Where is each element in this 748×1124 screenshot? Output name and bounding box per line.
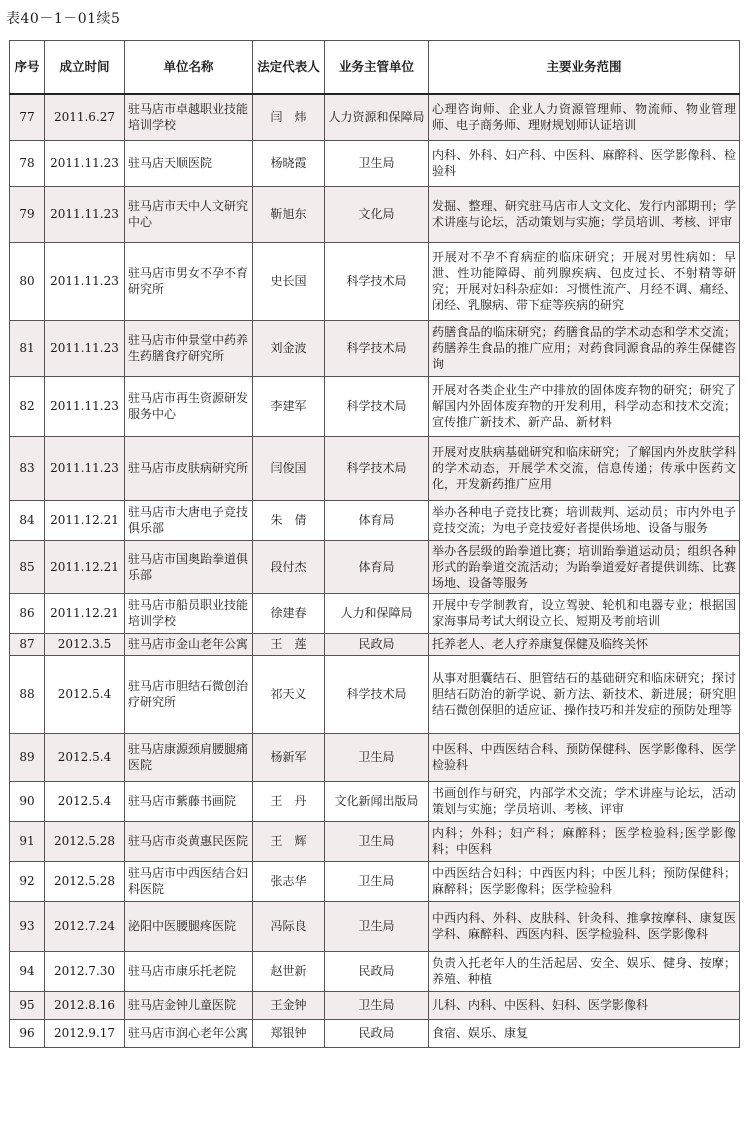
- cell-name: 驻马店市男女不孕不育研究所: [125, 242, 253, 320]
- header-no: 序号: [10, 41, 45, 95]
- table-row: [10, 1019, 740, 1047]
- table-row: [10, 140, 740, 186]
- cell-name: 泌阳中医腰腿疼医院: [125, 901, 253, 951]
- table-row: [10, 781, 740, 821]
- cell-dept: 卫生局: [325, 821, 429, 861]
- cell-no: 95: [10, 991, 45, 1019]
- cell-scope: 负责入托老年人的生活起居、安全、娱乐、健身、按摩；养殖、种植: [429, 951, 740, 991]
- cell-no: 79: [10, 186, 45, 242]
- cell-scope: 开展对不孕不育病症的临床研究；开展对男性病如：早泄、性功能障碍、前列腺疾病、包皮过长、不射精等研究；开展对妇科杂症如：习惯性流产、月经不调、痛经、闭经、乳腺病、带下症等疾病的研究: [429, 242, 740, 320]
- cell-no: 86: [10, 593, 45, 633]
- cell-scope: 举办各层级的跆拳道比赛；培训跆拳道运动员；组织各种形式的跆拳道交流活动；为跆拳道爱好者提供训练、比赛场地、设备等服务: [429, 540, 740, 593]
- cell-dept: 科学技术局: [325, 655, 429, 733]
- cell-scope: 儿科、内科、中医科、妇科、医学影像科: [429, 991, 740, 1019]
- cell-date: 2012.5.4: [45, 781, 125, 821]
- cell-scope: 发掘、整理、研究驻马店市人文文化、发行内部期刊；学术讲座与论坛，活动策划与实施；学员培训、考核、评审: [429, 186, 740, 242]
- cell-dept: 人力资源和保障局: [325, 94, 429, 140]
- cell-name: 驻马店市船员职业技能培训学校: [125, 593, 253, 633]
- cell-dept: 卫生局: [325, 733, 429, 781]
- cell-date: 2012.5.4: [45, 733, 125, 781]
- cell-scope: 中西内科、外科、皮肤科、针灸科、推拿按摩科、康复医学科、麻醉科、西医内科、医学检验科、医学影像科: [429, 901, 740, 951]
- cell-rep: 冯际良: [253, 901, 325, 951]
- cell-date: 2012.7.30: [45, 951, 125, 991]
- cell-rep: 朱 倩: [253, 500, 325, 540]
- cell-rep: 祁天义: [253, 655, 325, 733]
- table-row: [10, 94, 740, 140]
- table-row: [10, 436, 740, 500]
- cell-name: 驻马店康源颈肩腰腿痛医院: [125, 733, 253, 781]
- cell-no: 93: [10, 901, 45, 951]
- cell-name: 驻马店市胆结石微创治疗研究所: [125, 655, 253, 733]
- cell-no: 92: [10, 861, 45, 901]
- cell-rep: 王金钟: [253, 991, 325, 1019]
- cell-no: 80: [10, 242, 45, 320]
- cell-dept: 卫生局: [325, 901, 429, 951]
- header-date: 成立时间: [45, 41, 125, 95]
- registry-table: [9, 40, 740, 1048]
- cell-no: 91: [10, 821, 45, 861]
- cell-no: 78: [10, 140, 45, 186]
- table-row: [10, 991, 740, 1019]
- cell-date: 2011.11.23: [45, 376, 125, 436]
- cell-name: 驻马店市润心老年公寓: [125, 1019, 253, 1047]
- cell-rep: 赵世新: [253, 951, 325, 991]
- cell-rep: 刘金波: [253, 320, 325, 376]
- table-row: [10, 540, 740, 593]
- header-name: 单位名称: [125, 41, 253, 95]
- table-row: [10, 655, 740, 733]
- table-row: [10, 821, 740, 861]
- cell-name: 驻马店市紫藤书画院: [125, 781, 253, 821]
- cell-date: 2011.12.21: [45, 500, 125, 540]
- cell-scope: 心理咨询师、企业人力资源管理师、物流师、物业管理师、电子商务师、理财规划师认证培训: [429, 94, 740, 140]
- cell-date: 2011.11.23: [45, 140, 125, 186]
- cell-dept: 民政局: [325, 633, 429, 655]
- table-row: [10, 500, 740, 540]
- cell-date: 2011.11.23: [45, 242, 125, 320]
- cell-scope: 食宿、娱乐、康复: [429, 1019, 740, 1047]
- cell-scope: 开展对皮肤病基础研究和临床研究；了解国内外皮肤学科的学术动态，开展学术交流，信息传递；传承中医药文化，开发新药推广应用: [429, 436, 740, 500]
- cell-rep: 史长国: [253, 242, 325, 320]
- table-row: [10, 593, 740, 633]
- cell-dept: 人力和保障局: [325, 593, 429, 633]
- header-rep: 法定代表人: [253, 41, 325, 95]
- table-row: [10, 861, 740, 901]
- cell-dept: 卫生局: [325, 140, 429, 186]
- cell-date: 2012.5.28: [45, 821, 125, 861]
- cell-no: 82: [10, 376, 45, 436]
- cell-rep: 王 莲: [253, 633, 325, 655]
- cell-name: 驻马店市炎黄惠民医院: [125, 821, 253, 861]
- cell-date: 2012.3.5: [45, 633, 125, 655]
- cell-date: 2011.12.21: [45, 540, 125, 593]
- table-row: [10, 951, 740, 991]
- cell-scope: 开展中专学制教育，设立驾驶、轮机和电器专业；根据国家海事局考试大纲设立长、短期及考前培训: [429, 593, 740, 633]
- cell-rep: 闫 炜: [253, 94, 325, 140]
- cell-date: 2011.11.23: [45, 320, 125, 376]
- cell-no: 84: [10, 500, 45, 540]
- cell-dept: 科学技术局: [325, 242, 429, 320]
- table-row: [10, 633, 740, 655]
- cell-rep: 郑银钟: [253, 1019, 325, 1047]
- cell-no: 87: [10, 633, 45, 655]
- cell-scope: 药膳食品的临床研究；药膳食品的学术动态和学术交流；药膳养生食品的推广应用；对药食同源食品的养生保健咨询: [429, 320, 740, 376]
- cell-name: 驻马店市中西医结合妇科医院: [125, 861, 253, 901]
- table-row: [10, 320, 740, 376]
- cell-scope: 从事对胆囊结石、胆管结石的基础研究和临床研究；探讨胆结石防治的新学说、新方法、新技术、新进展；研究胆结石微创保胆的适应证、操作技巧和并发症的预防处理等: [429, 655, 740, 733]
- cell-rep: 杨晓霞: [253, 140, 325, 186]
- cell-name: 驻马店市大唐电子竞技俱乐部: [125, 500, 253, 540]
- cell-scope: 中西医结合妇科；中西医内科；中医儿科；预防保健科；麻醉科；医学影像科；医学检验科: [429, 861, 740, 901]
- cell-date: 2011.6.27: [45, 94, 125, 140]
- cell-rep: 徐建春: [253, 593, 325, 633]
- cell-rep: 段付杰: [253, 540, 325, 593]
- header-row: [10, 41, 740, 95]
- cell-name: 驻马店市康乐托老院: [125, 951, 253, 991]
- table-row: [10, 376, 740, 436]
- cell-scope: 中医科、中西医结合科、预防保健科、医学影像科、医学检验科: [429, 733, 740, 781]
- cell-name: 驻马店天顺医院: [125, 140, 253, 186]
- cell-no: 96: [10, 1019, 45, 1047]
- cell-dept: 卫生局: [325, 991, 429, 1019]
- header-dept: 业务主管单位: [325, 41, 429, 95]
- cell-name: 驻马店市卓越职业技能培训学校: [125, 94, 253, 140]
- cell-name: 驻马店市金山老年公寓: [125, 633, 253, 655]
- table-row: [10, 186, 740, 242]
- cell-rep: 李建军: [253, 376, 325, 436]
- cell-rep: 闫俊国: [253, 436, 325, 500]
- table-caption: 表40－1－01续5: [6, 11, 121, 27]
- cell-name: 驻马店市再生资源研发服务中心: [125, 376, 253, 436]
- cell-scope: 托养老人、老人疗养康复保健及临终关怀: [429, 633, 740, 655]
- cell-dept: 文化局: [325, 186, 429, 242]
- cell-date: 2012.8.16: [45, 991, 125, 1019]
- cell-dept: 民政局: [325, 951, 429, 991]
- cell-rep: 王 丹: [253, 781, 325, 821]
- cell-date: 2011.11.23: [45, 436, 125, 500]
- cell-dept: 科学技术局: [325, 320, 429, 376]
- cell-no: 94: [10, 951, 45, 991]
- cell-rep: 靳旭东: [253, 186, 325, 242]
- cell-dept: 科学技术局: [325, 436, 429, 500]
- cell-date: 2011.11.23: [45, 186, 125, 242]
- table-row: [10, 242, 740, 320]
- cell-name: 驻马店市皮肤病研究所: [125, 436, 253, 500]
- cell-no: 81: [10, 320, 45, 376]
- cell-name: 驻马店市天中人文研究中心: [125, 186, 253, 242]
- cell-scope: 开展对各类企业生产中排放的固体废弃物的研究；研究了解国内外固体废弃物的开发利用，科学动态和技术交流；宣传推广新技术、新产品、新材料: [429, 376, 740, 436]
- cell-no: 88: [10, 655, 45, 733]
- cell-dept: 卫生局: [325, 861, 429, 901]
- cell-dept: 科学技术局: [325, 376, 429, 436]
- table-row: [10, 733, 740, 781]
- cell-dept: 文化新闻出版局: [325, 781, 429, 821]
- cell-dept: 体育局: [325, 540, 429, 593]
- cell-no: 85: [10, 540, 45, 593]
- cell-scope: 举办各种电子竞技比赛；培训裁判、运动员；市内外电子竞技交流；为电子竞技爱好者提供场地、设备与服务: [429, 500, 740, 540]
- cell-rep: 杨新军: [253, 733, 325, 781]
- cell-dept: 民政局: [325, 1019, 429, 1047]
- cell-scope: 书画创作与研究，内部学术交流；学术讲座与论坛，活动策划与实施；学员培训、考核、评审: [429, 781, 740, 821]
- cell-rep: 王 辉: [253, 821, 325, 861]
- cell-no: 77: [10, 94, 45, 140]
- cell-scope: 内科、外科、妇产科、中医科、麻醉科、医学影像科、检验科: [429, 140, 740, 186]
- cell-rep: 张志华: [253, 861, 325, 901]
- cell-no: 89: [10, 733, 45, 781]
- cell-no: 90: [10, 781, 45, 821]
- cell-name: 驻马店市国奥跆拳道俱乐部: [125, 540, 253, 593]
- cell-scope: 内科；外科；妇产科；麻醉科；医学检验科;医学影像科；中医科: [429, 821, 740, 861]
- cell-no: 83: [10, 436, 45, 500]
- cell-date: 2012.9.17: [45, 1019, 125, 1047]
- cell-name: 驻马店市仲景堂中药养生药膳食疗研究所: [125, 320, 253, 376]
- cell-dept: 体育局: [325, 500, 429, 540]
- cell-date: 2012.7.24: [45, 901, 125, 951]
- cell-date: 2011.12.21: [45, 593, 125, 633]
- table-row: [10, 901, 740, 951]
- cell-date: 2012.5.4: [45, 655, 125, 733]
- cell-date: 2012.5.28: [45, 861, 125, 901]
- header-scope: 主要业务范围: [429, 41, 740, 95]
- cell-name: 驻马店金钟儿童医院: [125, 991, 253, 1019]
